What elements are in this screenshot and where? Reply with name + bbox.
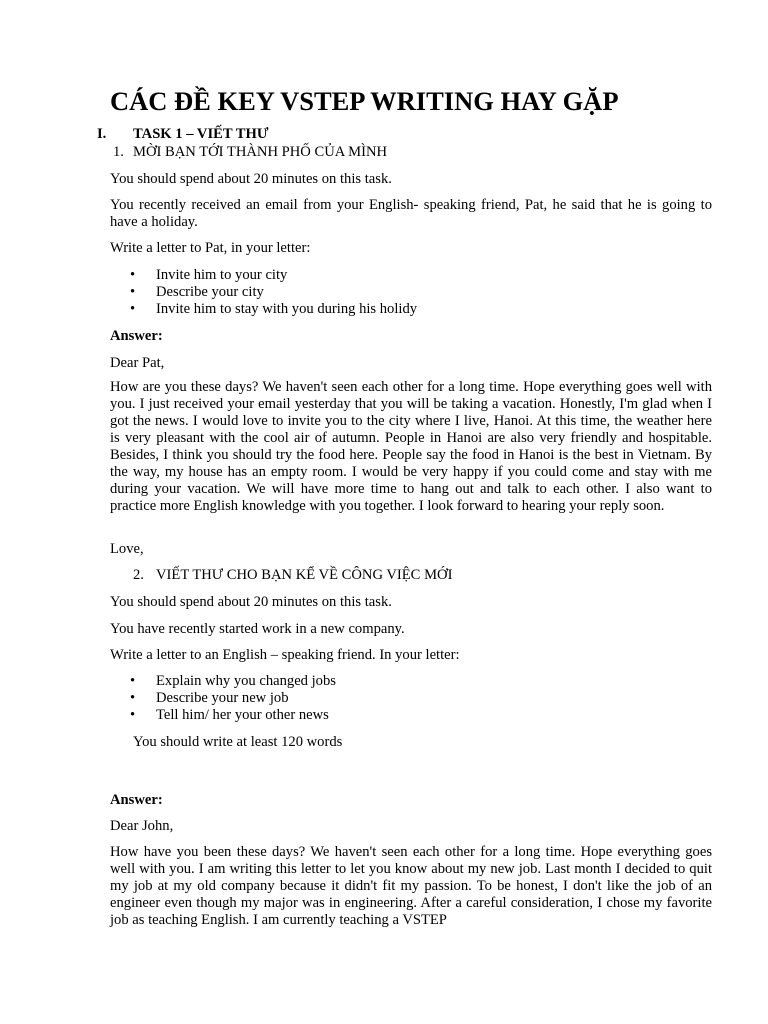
list-item: • Invite him to your city: [110, 267, 417, 284]
list-item: • Tell him/ her your other news: [110, 707, 336, 724]
task-2-word-count: You should write at least 120 words: [133, 734, 343, 750]
task-2-answer-label: Answer:: [110, 792, 163, 808]
task-1-title: MỜI BẠN TỚI THÀNH PHỐ CỦA MÌNH: [133, 144, 388, 160]
task-1-closing: Love,: [110, 541, 144, 557]
task-1-answer-label: Answer:: [110, 328, 163, 344]
task-2-letter-intro: Write a letter to an English – speaking friend. In your letter:: [110, 647, 460, 663]
task-1-body: How are you these days? We haven't seen each other for a long time. Hope everything goes well with you. I just received your email yesterday that you will be taking a vacation. Honestly, I'm glad when I got the news. I would love to invite you to the city where I live, Hanoi. At this time, the weather here is very pleasant with the cool air of autumn. People in Hanoi are also very friendly and hospitable. Besides, I think you should try the food here. People say the food in Hanoi is the best in Vietnam. By the way, my house has an empty room. I would be very happy if you could come and stay with me during your vacation. We will have more time to hang out and talk to each other. I also want to practice more English knowledge with you together. I look forward to hearing your reply soon.: [110, 379, 712, 514]
task-2-greeting: Dear John,: [110, 818, 174, 834]
list-item: • Explain why you changed jobs: [110, 673, 336, 690]
task-2-prompt: You have recently started work in a new company.: [110, 621, 405, 637]
task-1-number: 1.: [113, 144, 124, 160]
section-heading: [97, 126, 106, 143]
task-2-instruction: You should spend about 20 minutes on this task.: [110, 594, 392, 610]
task-1-bullet-list: [110, 267, 417, 318]
task-1-letter-intro: Write a letter to Pat, in your letter:: [110, 240, 311, 256]
list-item: • Describe your city: [110, 284, 417, 301]
list-item: • Invite him to stay with you during his holidy: [110, 301, 417, 318]
section-numeral: I.: [97, 126, 107, 142]
task-2-bullet-list: [110, 673, 336, 724]
task-1-instruction: You should spend about 20 minutes on this task.: [110, 171, 392, 187]
task-1-greeting: Dear Pat,: [110, 355, 165, 371]
page-title: CÁC ĐỀ KEY VSTEP WRITING HAY GẶP: [110, 86, 619, 116]
list-item: • Describe your new job: [110, 690, 336, 707]
task-2-body: How have you been these days? We haven't seen each other for a long time. Hope everything goes well with you. I am writing this letter to let you know about my new job. Last month I decided to quit my job at my old company because it didn't fit my passion. To be honest, I don't like the job of an engineer even though my major was in engineering. After a careful consideration, I chose my favorite job as teaching English. I am currently teaching a VSTEP: [110, 844, 712, 928]
task-1-prompt: You recently received an email from your English- speaking friend, Pat, he said that he is going to have a holiday.: [110, 197, 712, 230]
task-2-number: 2.: [133, 567, 144, 583]
task-2-title: VIẾT THƯ CHO BẠN KỂ VỀ CÔNG VIỆC MỚI: [156, 567, 453, 583]
section-heading-text: TASK 1 – VIẾT THƯ: [133, 126, 269, 142]
